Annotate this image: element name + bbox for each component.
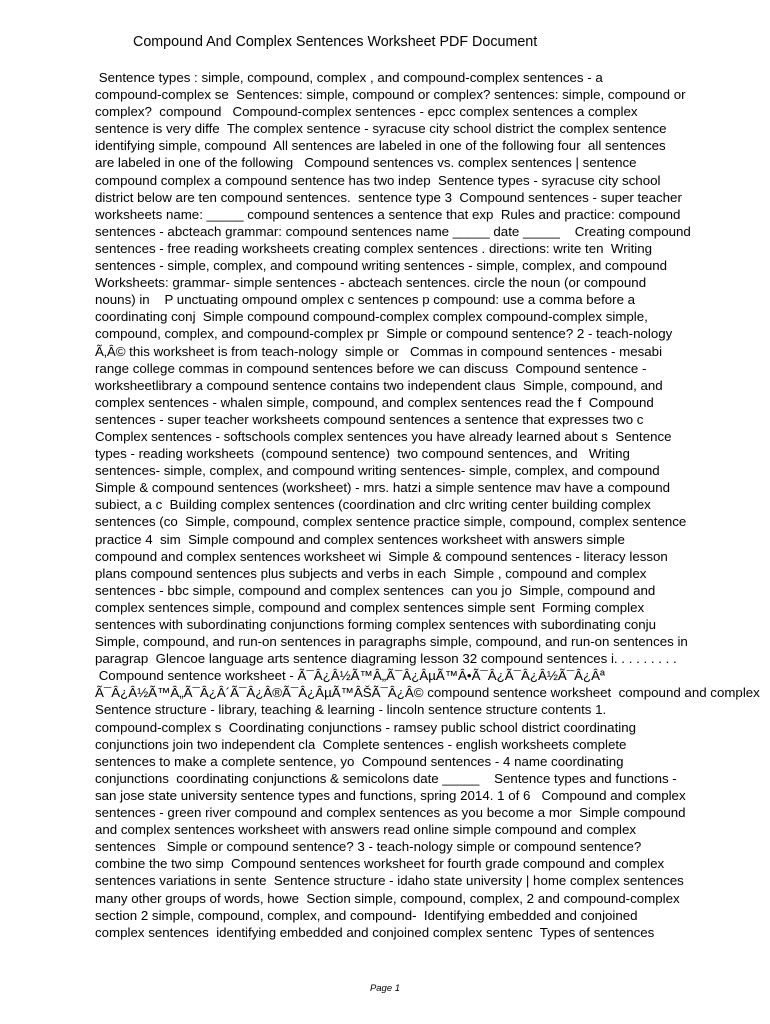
body-line: Sentence structure - library, teaching & learning - lincoln sentence structure contents 1. [95,702,607,718]
body-line: sentences - green river compound and complex sentences as you become a mor Simple compound [95,805,686,821]
body-line: coordinating conj Simple compound compound-complex complex compound-complex simple, [95,309,648,325]
body-line: sentences to make a complete sentence, yo Compound sentences - 4 name coordinating [95,753,624,769]
body-line: range college commas in compound sentences before we can discuss Compound sentence - [95,360,647,376]
body-line: Simple & compound sentences (worksheet) - mrs. hatzi a simple sentence mav have a compound [95,480,670,496]
body-line: nouns) in P unctuating ompound omplex c sentences p compound: use a comma before a [95,292,636,308]
body-line: Ã‚Â© this worksheet is from teach-nology simple or Commas in compound sentences - mesabi [95,343,663,359]
body-line: sentences variations in sente Sentence structure - idaho state university | home complex sentences [95,873,684,889]
body-line: practice 4 sim Simple compound and complex sentences worksheet with answers simple [95,531,625,547]
body-line: sentence is very diffe The complex sentence - syracuse city school district the complex sentence [95,121,667,137]
body-line: sentences with subordinating conjunctions forming complex sentences with subordinating conju [95,617,657,632]
body-line: sentences- simple, complex, and compound writing sentences- simple, complex, and compound [95,463,660,479]
body-line: conjunctions join two independent cla Complete sentences - english worksheets complete [95,736,627,752]
body-line: and complex sentences worksheet with answers read online simple compound and complex [95,822,637,838]
body-line: compound, complex, and compound-complex pr Simple or compound sentence? 2 - teach-nology [95,326,673,342]
body-line: combine the two simp Compound sentences worksheet for fourth grade compound and complex [95,856,665,872]
body-line: compound-complex se Sentences: simple, compound or complex? sentences: simple, compound or [95,87,686,103]
body-line: sentences - abcteach grammar: compound sentences name _____ date _____ Creating compound [95,223,691,239]
body-line: plans compound sentences plus subjects and verbs in each Simple , compound and complex [95,565,647,581]
body-line: subiect, a c Building complex sentences (coordination and clrc writing center building complex [95,497,651,513]
body-line: Worksheets: grammar- simple sentences - abcteach sentences. circle the noun (or compound [95,275,647,291]
body-line: are labeled in one of the following Compound sentences vs. complex sentences | sentence [95,155,637,171]
body-line: san jose state university sentence types and functions, spring 2014. 1 of 6 Compound and complex [95,787,686,803]
body-line: Ã¯Â¿Â½Ã™Â„Ã¯Â¿Â´Ã¯Â¿Â®Ã¯Â¿ÂµÃ™ÂŠÃ¯Â¿Â© compound sentence worksheet compound and complex [95,685,760,701]
body-line: section 2 simple, compound, complex, and compound- Identifying embedded and conjoined [95,907,638,923]
body-line: compound-complex s Coordinating conjunctions - ramsey public school district coordinating [95,719,637,735]
body-line: sentences (co Simple, compound, complex sentence practice simple, compound, complex sentence [95,514,687,530]
body-line: paragrap Glencoe language arts sentence diagraming lesson 32 compound sentences i. . . . . . . . . [95,651,677,667]
body-line: complex? compound Compound-complex sentences - epcc complex sentences a complex [95,104,638,120]
body-line: types - reading worksheets (compound sentence) two compound sentences, and Writing [95,446,630,462]
body-line: sentences - super teacher worksheets compound sentences a sentence that expresses two c [95,411,644,427]
body-line: complex sentences simple, compound and complex sentences simple sent Forming complex [95,599,645,615]
body-line: complex sentences identifying embedded and conjoined complex sentenc Types of sentences [95,924,655,940]
document-body [95,69,760,941]
body-line: complex sentences - whalen simple, compound, and complex sentences read the f Compound [95,394,654,410]
body-line: sentences - free reading worksheets creating complex sentences . directions: write ten Writing [95,240,653,256]
page-number: Page 1 [369,983,401,994]
body-line: compound complex a compound sentence has two indep Sentence types - syracuse city school [95,172,661,188]
body-line: worksheets name: _____ compound sentences a sentence that exp Rules and practice: compound [95,206,681,222]
body-line: sentences - simple, complex, and compound writing sentences - simple, complex, and compound [95,258,668,274]
body-line: district below are ten compound sentences. sentence type 3 Compound sentences - super teacher [95,189,682,205]
body-line: Simple, compound, and run-on sentences in paragraphs simple, compound, and run-on sentences in [95,634,688,650]
body-line: Sentence types : simple, compound, complex , and compound-complex sentences - a [95,70,603,85]
body-line: compound and complex sentences worksheet wi Simple & compound sentences - literacy lesson [95,548,668,564]
body-line: identifying simple, compound All sentences are labeled in one of the following four all sentences [95,138,666,154]
body-line: conjunctions coordinating conjunctions & semicolons date _____ Sentence types and functions - [95,770,677,786]
body-line: Complex sentences - softschools complex sentences you have already learned about s Sentence [95,428,672,444]
document-title: Compound And Complex Sentences Worksheet PDF Document [133,34,538,50]
body-line: many other groups of words, howe Section simple, compound, complex, 2 and compound-complex [95,890,680,906]
body-line: Compound sentence worksheet - Ã¯Â¿Â½Ã™Â„Ã¯Â¿ÂµÃ™Â•Ã¯Â¿Ã¯Â¿Â½Ã¯Â¿Âª [95,668,605,684]
body-line: sentences - bbc simple, compound and complex sentences can you jo Simple, compound and [95,582,656,598]
body-line: worksheetlibrary a compound sentence contains two independent claus Simple, compound, and [95,377,663,393]
body-line: sentences Simple or compound sentence? 3 - teach-nology simple or compound sentence? [95,839,642,855]
